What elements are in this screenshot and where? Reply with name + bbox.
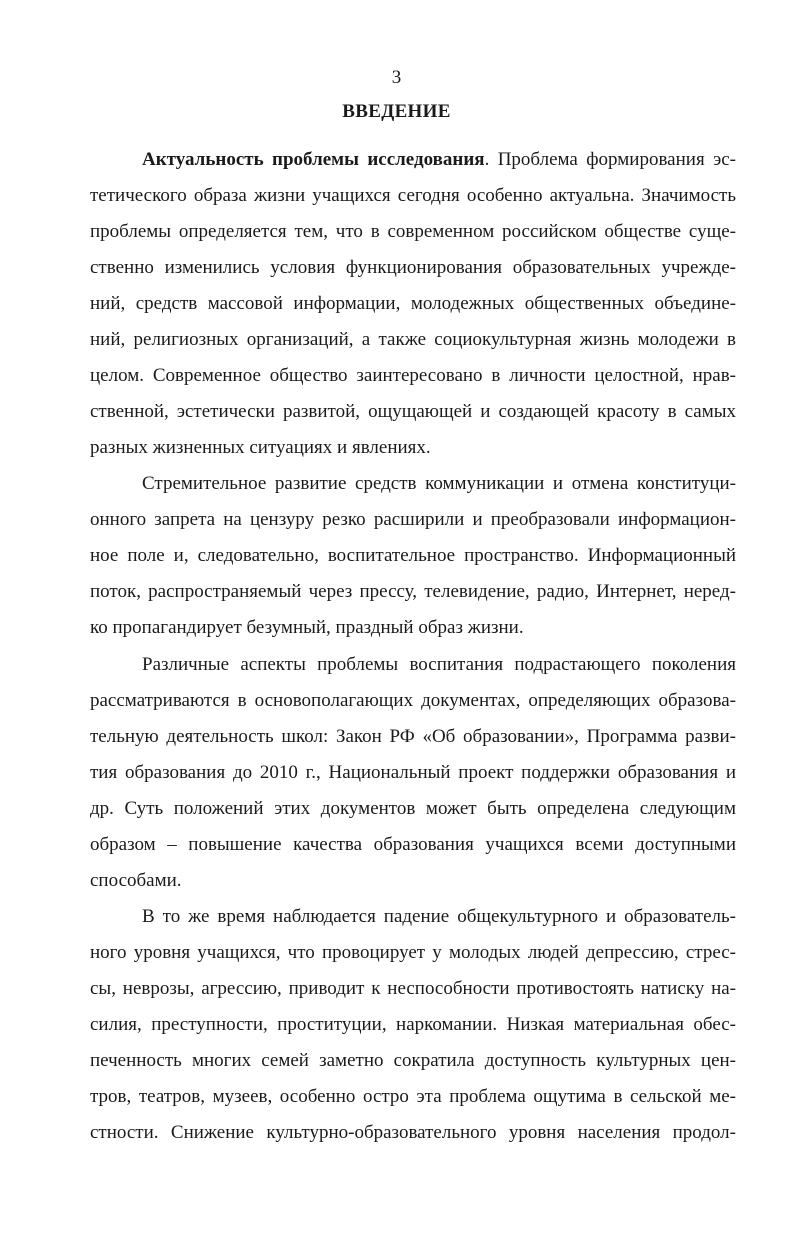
paragraph-3-line-2: рассматриваются в основополагающих документах, определяющих образова- <box>90 690 736 711</box>
section-heading: ВВЕДЕНИЕ <box>342 101 451 122</box>
paragraph-4-line-4: силия, преступности, проституции, наркомании. Низкая материальная обес- <box>90 1014 736 1035</box>
paragraph-3-line-6: образом – повышение качества образования учащихся всеми доступными <box>90 834 736 855</box>
paragraph-4-line-1: В то же время наблюдается падение общекультурного и образователь- <box>142 906 736 927</box>
paragraph-3-line-7: способами. <box>90 870 182 891</box>
paragraph-1-line-9: разных жизненных ситуациях и явлениях. <box>90 437 431 458</box>
paragraph-4-line-5: печенность многих семей заметно сократила доступность культурных цен- <box>90 1050 736 1071</box>
paragraph-2-line-5: ко пропагандирует безумный, праздный образ жизни. <box>90 617 524 638</box>
paragraph-1-line-7: целом. Современное общество заинтересовано в личности целостной, нрав- <box>90 365 736 386</box>
paragraph-2-line-3: ное поле и, следовательно, воспитательное пространство. Информационный <box>90 545 736 566</box>
paragraph-1-line-1-text: . Проблема формирования эс- <box>484 149 736 170</box>
paragraph-3-line-5: др. Суть положений этих документов может быть определена следующим <box>90 798 736 819</box>
paragraph-3-line-3: тельную деятельность школ: Закон РФ «Об образовании», Программа разви- <box>90 726 736 747</box>
paragraph-4-line-7: стности. Снижение культурно-образовательного уровня населения продол- <box>90 1122 736 1143</box>
paragraph-1-line-1 <box>142 145 736 175</box>
paragraph-4-line-6: тров, театров, музеев, особенно остро эта проблема ощутима в сельской ме- <box>90 1086 736 1107</box>
page-number: 3 <box>391 67 402 88</box>
paragraph-1-line-5: ний, средств массовой информации, молодежных общественных объедине- <box>90 293 736 314</box>
paragraph-3-line-4: тия образования до 2010 г., Национальный проект поддержки образования и <box>90 762 736 783</box>
paragraph-2-line-2: онного запрета на цензуру резко расширили и преобразовали информацион- <box>90 509 736 530</box>
paragraph-1-line-4: ственно изменились условия функционирования образовательных учрежде- <box>90 257 736 278</box>
paragraph-1-line-8: ственной, эстетически развитой, ощущающей и создающей красоту в самых <box>90 401 736 422</box>
paragraph-1-lead: Актуальность проблемы исследования <box>142 149 485 170</box>
paragraph-4-line-2: ного уровня учащихся, что провоцирует у молодых людей депрессию, стрес- <box>90 942 736 963</box>
paragraph-1-line-3: проблемы определяется тем, что в современном российском обществе суще- <box>90 221 736 242</box>
paragraph-4-line-3: сы, неврозы, агрессию, приводит к неспособности противостоять натиску на- <box>90 978 736 999</box>
paragraph-2-line-4: поток, распространяемый через прессу, телевидение, радио, Интернет, неред- <box>90 581 736 602</box>
paragraph-3-line-1: Различные аспекты проблемы воспитания подрастающего поколения <box>142 654 736 675</box>
paragraph-1-line-2: тетического образа жизни учащихся сегодня особенно актуальна. Значимость <box>90 185 736 206</box>
paragraph-1-line-6: ний, религиозных организаций, а также социокультурная жизнь молодежи в <box>90 329 736 350</box>
paragraph-2-line-1: Стремительное развитие средств коммуникации и отмена конституци- <box>142 473 736 494</box>
